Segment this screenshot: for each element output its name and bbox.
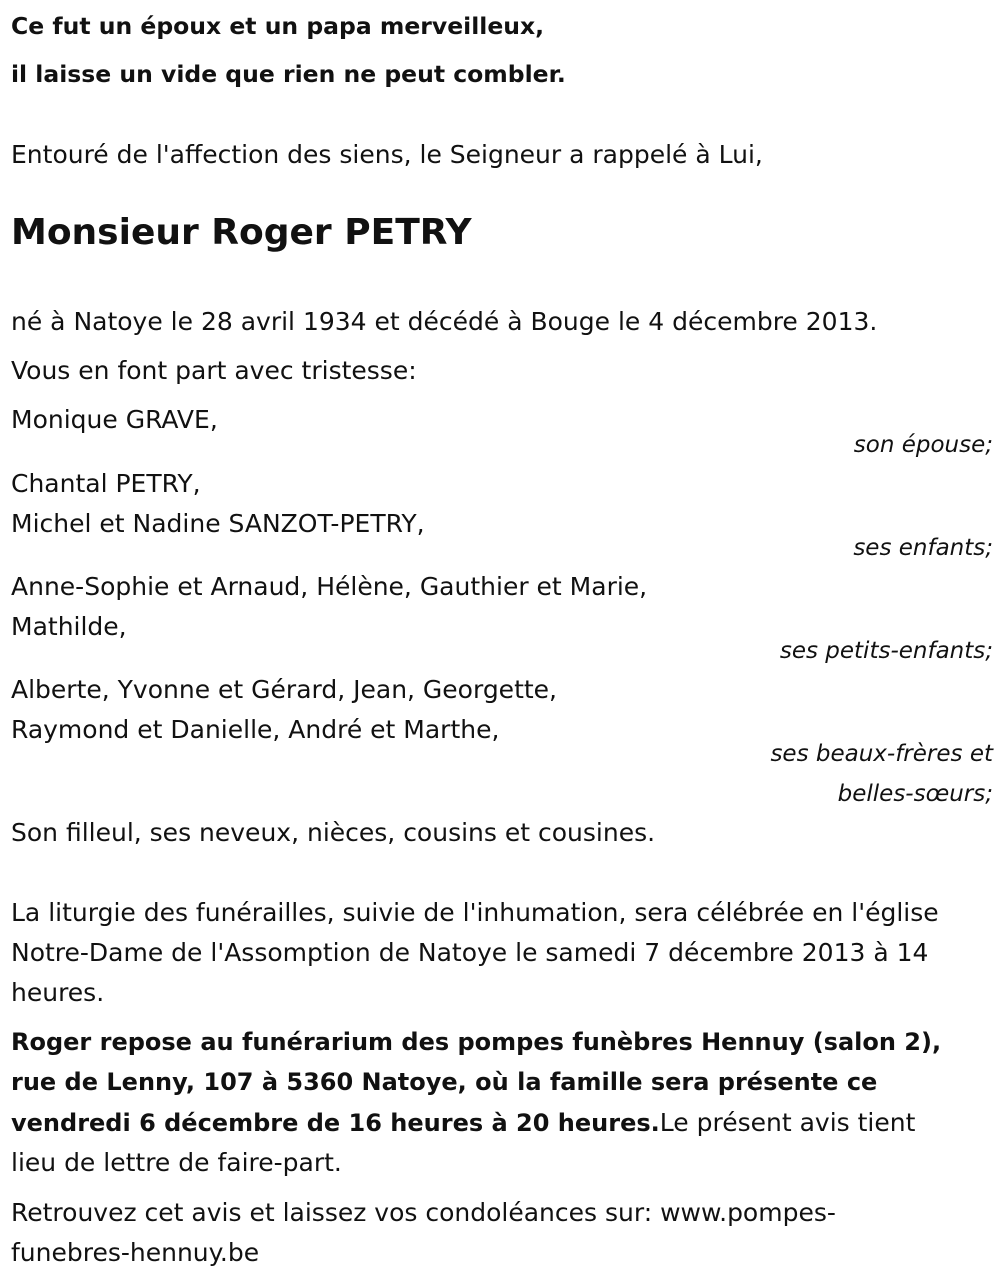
in-laws-role-line-2: belles-sœurs; <box>837 781 993 807</box>
funeral-line-2: Notre-Dame de l'Assomption de Natoye le samedi 7 décembre 2013 à 14 <box>11 938 929 967</box>
funeral-line-3: heures. <box>11 978 105 1007</box>
in-laws-role-line-1: ses beaux-frères et <box>770 741 993 767</box>
deceased-name: Monsieur Roger PETRY <box>11 212 472 253</box>
visitation-hours: vendredi 6 décembre de 16 heures à 20 heures. <box>11 1109 660 1137</box>
visitation-line-1: Roger repose au funérarium des pompes funèbres Hennuy (salon 2), <box>11 1028 942 1056</box>
other-relatives: Son filleul, ses neveux, nièces, cousins et cousines. <box>11 818 656 847</box>
grandchildren-role: ses petits-enfants; <box>779 638 993 664</box>
grandchildren-line-2: Mathilde, <box>11 612 127 641</box>
grandchildren-line-1: Anne-Sophie et Arnaud, Hélène, Gauthier et Marie, <box>11 572 648 601</box>
notice-statement: Le présent avis tient <box>659 1108 916 1137</box>
intro-line-1: Ce fut un époux et un papa merveilleux, <box>11 12 545 40</box>
announcement: Entouré de l'affection des siens, le Seigneur a rappelé à Lui, <box>11 140 763 169</box>
in-laws-line-1: Alberte, Yvonne et Gérard, Jean, Georgette, <box>11 675 557 704</box>
spouse-name: Monique GRAVE, <box>11 405 218 434</box>
in-laws-line-2: Raymond et Danielle, André et Marthe, <box>11 715 500 744</box>
intro-line-2: il laisse un vide que rien ne peut combler. <box>11 60 566 88</box>
funeral-line-1: La liturgie des funérailles, suivie de l'inhumation, sera célébrée en l'église <box>11 898 939 927</box>
spouse-role: son épouse; <box>853 432 993 458</box>
online-line-1[interactable]: Retrouvez cet avis et laissez vos condoléances sur: www.pompes- <box>11 1198 836 1227</box>
online-line-2[interactable]: funebres-hennuy.be <box>11 1238 260 1267</box>
visitation-line-2: rue de Lenny, 107 à 5360 Natoye, où la famille sera présente ce <box>11 1068 878 1096</box>
share-intro: Vous en font part avec tristesse: <box>11 356 417 385</box>
visitation-line-4: lieu de lettre de faire-part. <box>11 1148 342 1177</box>
children-line-1: Chantal PETRY, <box>11 469 201 498</box>
children-line-2: Michel et Nadine SANZOT-PETRY, <box>11 509 425 538</box>
birth-death-dates: né à Natoye le 28 avril 1934 et décédé à Bouge le 4 décembre 2013. <box>11 307 878 336</box>
children-role: ses enfants; <box>853 535 993 561</box>
visitation-line-3 <box>11 1108 915 1137</box>
